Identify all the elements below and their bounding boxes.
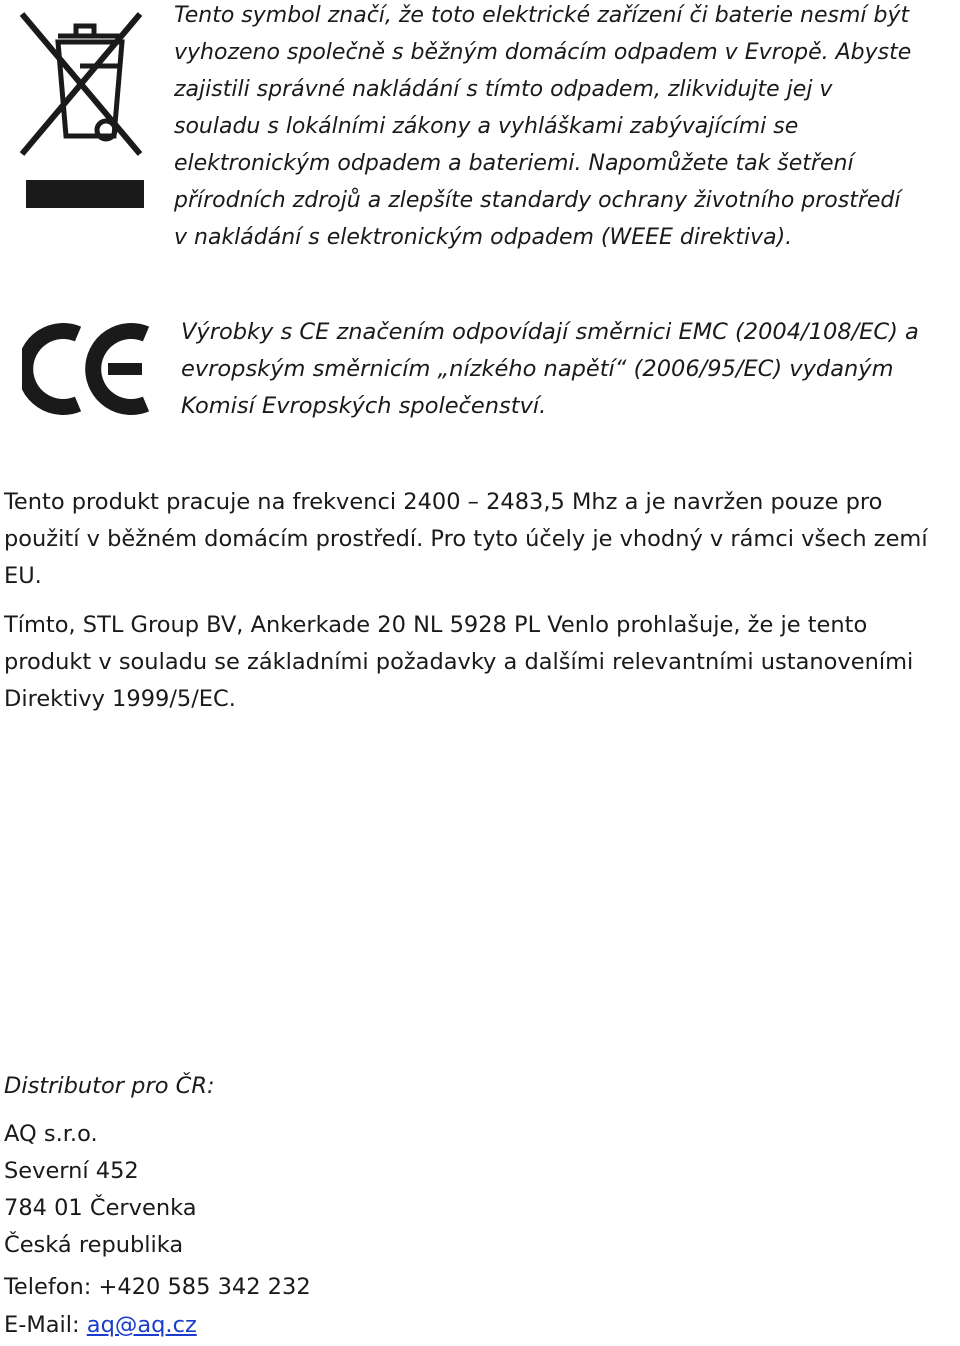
company-name: AQ s.r.o.	[4, 1121, 98, 1147]
crossed-out-wheelie-bin-icon	[14, 4, 146, 210]
weee-text-line: zajistili správné nakládání s tímto odpadem, zlikvidujte jej v	[174, 77, 833, 102]
ce-text-line: Výrobky s CE značením odpovídají směrnici EMC (2004/108/EC) a	[181, 319, 919, 345]
weee-text-line: elektronickým odpadem a bateriemi. Napomůžete tak šetření	[174, 151, 854, 176]
declaration-text-line: Direktivy 1999/5/EC.	[4, 686, 236, 712]
distributor-heading: Distributor pro ČR:	[4, 1073, 215, 1099]
weee-text-line: souladu s lokálními zákony a vyhláškami zabývajícími se	[174, 114, 799, 139]
frequency-text-line: EU.	[4, 563, 42, 589]
ce-text-line: Komisí Evropských společenství.	[181, 393, 547, 419]
weee-text-line: přírodních zdrojů a zlepšíte standardy ochrany životního prostředí	[174, 188, 901, 213]
frequency-text-line: použití v běžném domácím prostředí. Pro tyto účely je vhodný v rámci všech zemí	[4, 526, 928, 552]
weee-text-line: vyhozeno společně s běžným domácím odpadem v Evropě. Abyste	[174, 40, 912, 65]
country: Česká republika	[4, 1232, 184, 1258]
weee-text-line: v nakládání s elektronickým odpadem (WEEE direktiva).	[174, 225, 793, 250]
ce-text-line: evropským směrnicím „nízkého napětí“ (2006/95/EC) vydaným	[181, 356, 894, 382]
frequency-text-line: Tento produkt pracuje na frekvenci 2400 – 2483,5 Mhz a je navržen pouze pro	[4, 489, 883, 515]
city-address: 784 01 Červenka	[4, 1195, 197, 1221]
phone-number: Telefon: +420 585 342 232	[4, 1274, 311, 1300]
ce-mark-icon	[22, 322, 156, 416]
street-address: Severní 452	[4, 1158, 139, 1184]
email-line	[4, 1307, 197, 1344]
email-label: E-Mail:	[4, 1312, 87, 1338]
weee-text-line: Tento symbol značí, že toto elektrické zařízení či baterie nesmí být	[174, 3, 910, 28]
email-link[interactable]: aq@aq.cz	[86, 1312, 197, 1338]
declaration-text-line: produkt v souladu se základními požadavky a dalšími relevantními ustanoveními	[4, 649, 914, 675]
declaration-text-line: Tímto, STL Group BV, Ankerkade 20 NL 5928 PL Venlo prohlašuje, že je tento	[4, 612, 868, 638]
